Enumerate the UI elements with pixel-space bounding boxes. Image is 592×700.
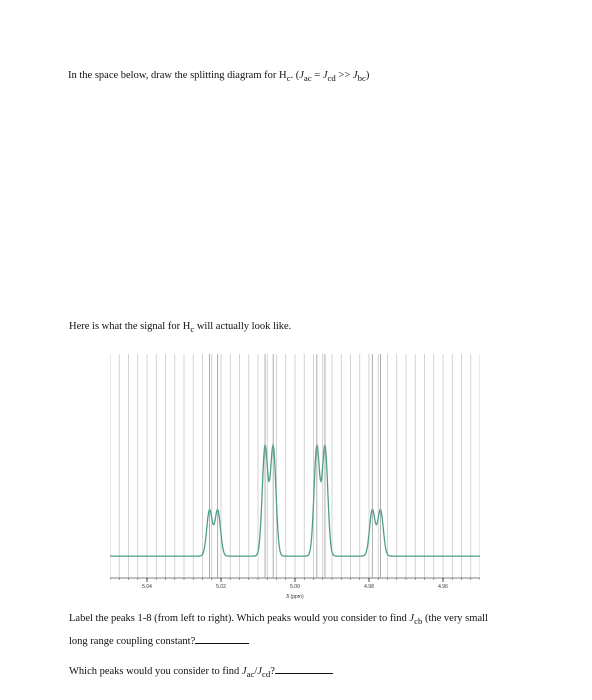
question-2 bbox=[69, 321, 291, 334]
question-mark: ? bbox=[270, 666, 275, 677]
x-tick-label: 4.96 bbox=[438, 584, 448, 590]
coupling-j-ac-2-sub: ac bbox=[246, 669, 255, 680]
nmr-spectrum-chart bbox=[110, 354, 480, 616]
coupling-j-cd-2-sub: cd bbox=[261, 669, 271, 680]
question-4 bbox=[69, 664, 333, 679]
coupling-j-cb-sub: cb bbox=[414, 616, 423, 627]
question-1-sub: c bbox=[286, 73, 291, 84]
coupling-j-cd: J bbox=[322, 70, 328, 81]
question-2-suffix: will actually look like. bbox=[194, 321, 292, 332]
x-axis-label: δ (ppm) bbox=[286, 594, 304, 600]
coupling-j-bc: J bbox=[352, 70, 358, 81]
x-tick-label: 5.00 bbox=[290, 584, 300, 590]
question-3 bbox=[69, 613, 488, 626]
question-1 bbox=[68, 70, 369, 83]
question-3-line-2 bbox=[69, 634, 249, 647]
question-3-line-2-text: long range coupling constant? bbox=[69, 636, 196, 647]
equals-sign: = bbox=[311, 70, 323, 81]
coupling-j-bc-sub: bc bbox=[357, 73, 366, 84]
chart-grid bbox=[110, 354, 480, 578]
question-3-text: Label the peaks 1-8 (from left to right). Which peaks would you consider to find bbox=[69, 613, 410, 624]
slash: / bbox=[254, 666, 258, 677]
question-2-sub: c bbox=[190, 324, 195, 335]
question-1-text: In the space below, draw the splitting diagram for H bbox=[68, 70, 287, 81]
coupling-j-cd-2: J bbox=[257, 666, 262, 677]
close-paren: ) bbox=[365, 70, 370, 81]
much-greater-sign: >> bbox=[335, 70, 353, 81]
coupling-j-cd-sub: cd bbox=[327, 73, 336, 84]
coupling-j-ac-2: J bbox=[241, 666, 247, 677]
x-axis-ticks bbox=[110, 578, 480, 590]
question-3-tail: (the very small bbox=[422, 613, 488, 624]
coupling-j-ac-sub: ac bbox=[303, 73, 312, 84]
question-2-text: Here is what the signal for H bbox=[69, 321, 191, 332]
question-4-text: Which peaks would you consider to find bbox=[69, 666, 242, 677]
x-tick-label: 5.04 bbox=[142, 584, 152, 590]
coupling-j-cb: J bbox=[409, 613, 415, 624]
answer-blank-1[interactable] bbox=[195, 634, 249, 644]
x-tick-label: 5.02 bbox=[216, 584, 226, 590]
coupling-j-ac: J bbox=[299, 70, 304, 81]
answer-blank-2[interactable] bbox=[275, 664, 333, 674]
x-tick-label: 4.98 bbox=[364, 584, 374, 590]
question-1-suffix: . ( bbox=[290, 70, 300, 81]
